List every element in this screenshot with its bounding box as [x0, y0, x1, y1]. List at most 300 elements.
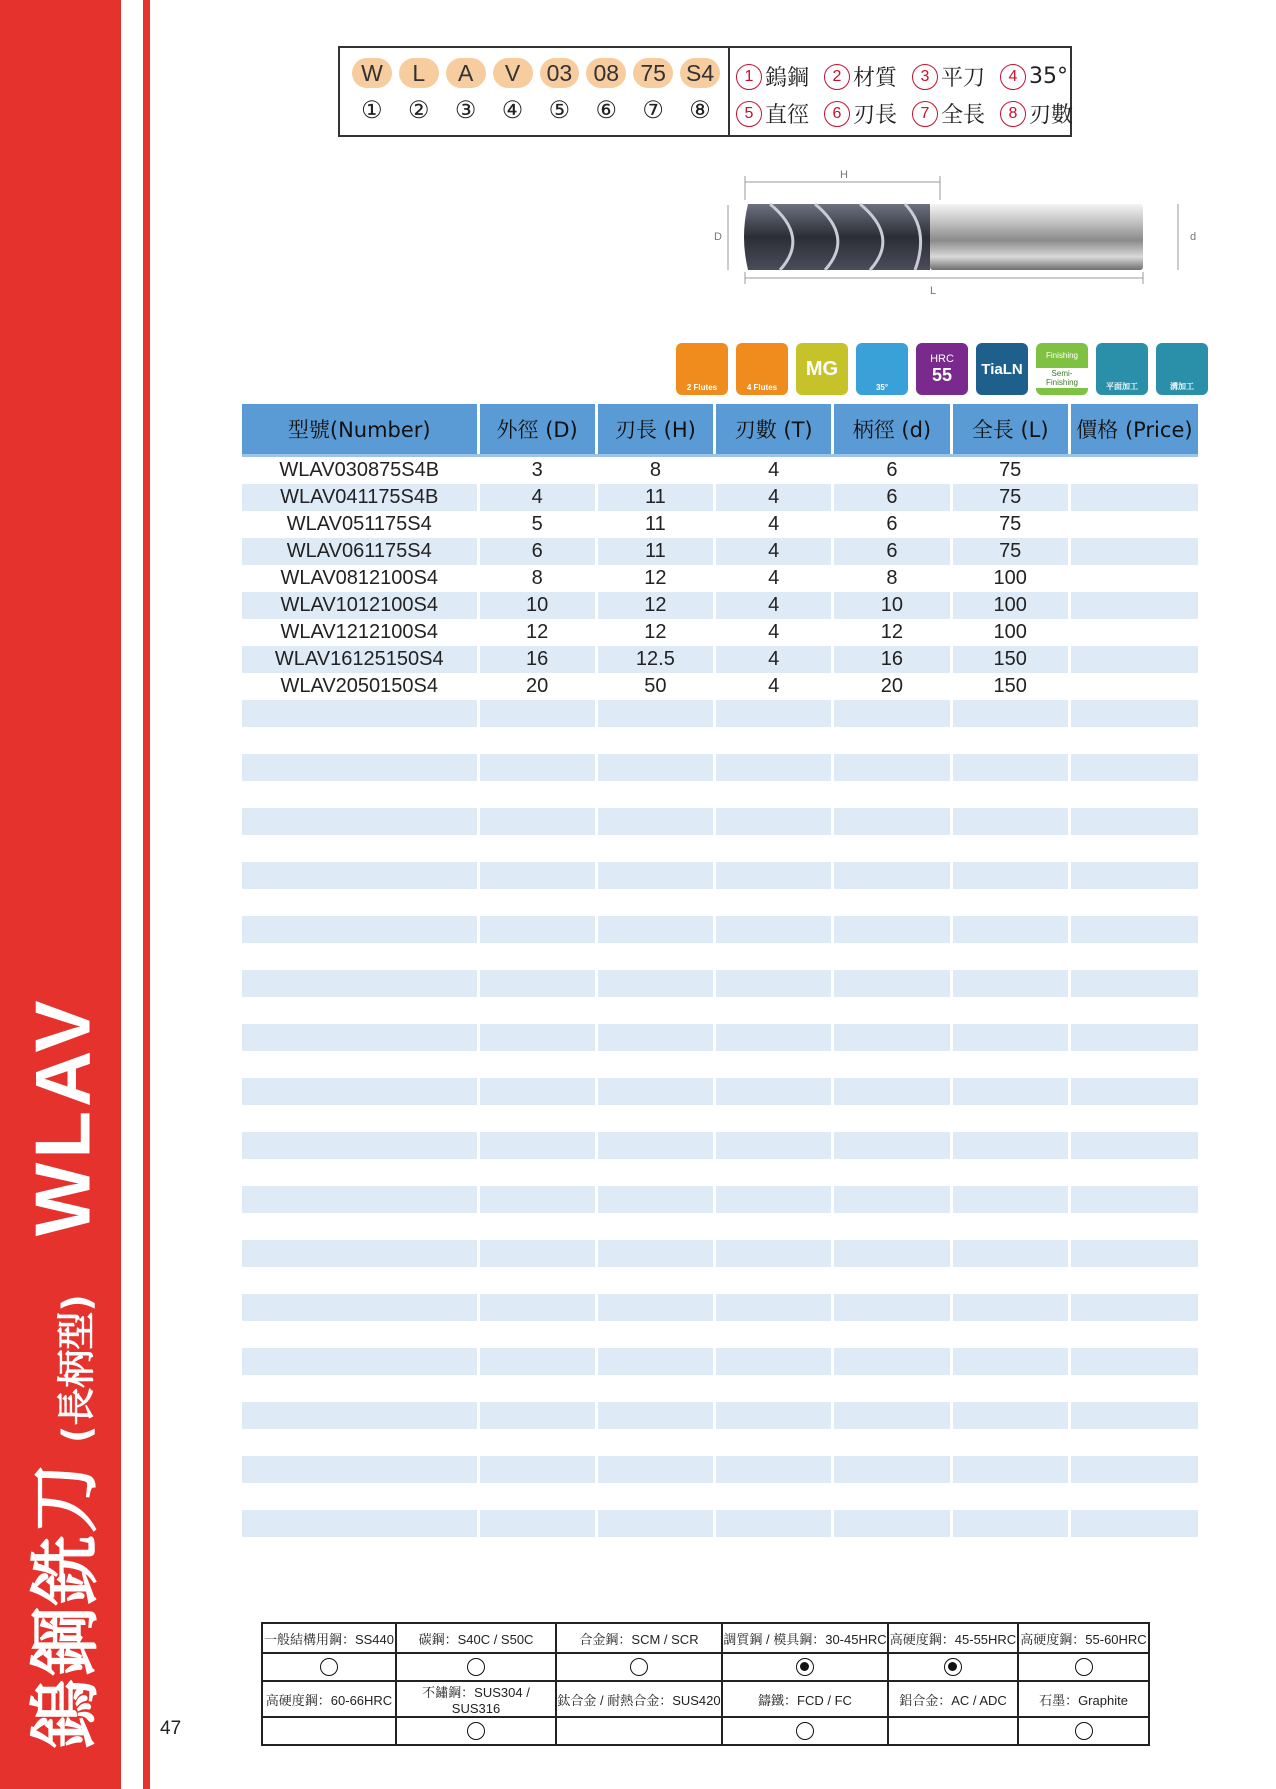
- materials-mark-row: [262, 1653, 1149, 1681]
- table-cell: [480, 1456, 595, 1483]
- meaning-item: [1000, 98, 1088, 129]
- table-cell: [834, 1105, 949, 1132]
- code-pill: 03: [540, 58, 580, 88]
- table-cell: [598, 1240, 713, 1267]
- table-cell: [953, 1483, 1068, 1510]
- table-cell: [1071, 511, 1198, 538]
- table-cell: [716, 1429, 831, 1456]
- suitable-mark-icon: [630, 1658, 648, 1676]
- table-cell: [716, 754, 831, 781]
- table-cell: [242, 727, 477, 754]
- table-cell: [242, 1321, 477, 1348]
- table-cell: [953, 700, 1068, 727]
- table-cell: [480, 862, 595, 889]
- table-cell: [716, 862, 831, 889]
- table-cell: [598, 1375, 713, 1402]
- best-mark-icon: [796, 1658, 814, 1676]
- table-cell: [480, 1159, 595, 1186]
- material-suitability: [1018, 1717, 1149, 1745]
- table-cell: [1071, 970, 1198, 997]
- suitable-mark-icon: [467, 1722, 485, 1740]
- material-name: 高硬度鋼：60-66HRC: [262, 1681, 396, 1717]
- table-cell: [1071, 1078, 1198, 1105]
- table-cell: 12.5: [598, 646, 713, 673]
- table-cell: [1071, 862, 1198, 889]
- material-name: 合金鋼：SCM / SCR: [556, 1623, 722, 1653]
- table-cell: [242, 943, 477, 970]
- material-suitability: [262, 1653, 396, 1681]
- table-row: [242, 754, 1198, 781]
- code-number-row: [352, 95, 720, 125]
- table-cell: [598, 1456, 713, 1483]
- table-cell: [716, 1186, 831, 1213]
- table-cell: [716, 1294, 831, 1321]
- suitable-mark-icon: [1075, 1658, 1093, 1676]
- code-number: [493, 95, 533, 125]
- table-cell: [716, 700, 831, 727]
- table-cell: 4: [768, 621, 780, 643]
- materials-table: [261, 1622, 1150, 1746]
- code-pill: 08: [586, 58, 626, 88]
- suitable-mark-icon: [467, 1658, 485, 1676]
- table-cell: 4: [768, 567, 780, 589]
- table-row: [242, 1348, 1198, 1375]
- table-cell: 12: [644, 621, 667, 643]
- column-header: 全長 (L): [953, 404, 1068, 454]
- table-cell: [834, 1375, 949, 1402]
- code-pill: A: [446, 58, 486, 88]
- table-row: [242, 970, 1198, 997]
- meaning-number: 2: [824, 64, 850, 90]
- table-cell: 150: [953, 646, 1068, 673]
- table-cell: [834, 1294, 949, 1321]
- table-cell: [716, 1213, 831, 1240]
- meaning-row: [736, 95, 1088, 132]
- table-cell: WLAV2050150S4: [280, 675, 439, 697]
- table-row: [242, 511, 1198, 538]
- table-cell: [953, 1348, 1068, 1375]
- table-row: [242, 1186, 1198, 1213]
- table-cell: [716, 1051, 831, 1078]
- table-cell: 12: [598, 592, 713, 619]
- table-cell: [242, 1402, 477, 1429]
- table-row: [242, 1375, 1198, 1402]
- side-title-code: WLAV: [18, 996, 107, 1237]
- table-cell: [834, 808, 949, 835]
- code-number-label: ⑥: [595, 96, 618, 124]
- table-cell: [834, 754, 949, 781]
- material-suitability: [722, 1717, 888, 1745]
- material-suitability: [396, 1653, 556, 1681]
- meaning-item: [912, 98, 1000, 129]
- meaning-item: [736, 98, 824, 129]
- table-cell: [598, 1024, 713, 1051]
- icon-label: MG: [805, 357, 839, 380]
- table-cell: [1071, 1402, 1198, 1429]
- table-row: [242, 781, 1198, 808]
- code-number: [633, 95, 673, 125]
- table-cell: [834, 1240, 949, 1267]
- table-cell: 12: [880, 621, 904, 643]
- table-cell: [480, 1294, 595, 1321]
- meaning-item: [912, 61, 1000, 92]
- table-cell: [953, 889, 1068, 916]
- table-cell: [242, 1186, 477, 1213]
- suitable-mark-icon: [320, 1658, 338, 1676]
- material-suitability: [396, 1717, 556, 1745]
- table-cell: [1071, 538, 1198, 565]
- table-cell: [834, 970, 949, 997]
- 4-flutes-icon: [736, 343, 788, 395]
- table-cell: [834, 1267, 949, 1294]
- table-cell: [480, 1240, 595, 1267]
- table-cell: 4: [768, 459, 780, 481]
- 2-flutes-icon: [676, 343, 728, 395]
- table-cell: [834, 1456, 949, 1483]
- table-row: [242, 1294, 1198, 1321]
- meaning-item: [824, 61, 912, 92]
- table-cell: [716, 1510, 831, 1537]
- icon-label: 溝加工: [1170, 382, 1194, 391]
- table-cell: [598, 943, 713, 970]
- table-cell: 6: [480, 538, 595, 565]
- table-cell: [598, 1483, 713, 1510]
- table-cell: [1071, 565, 1198, 592]
- table-cell: [480, 1186, 595, 1213]
- feature-icons: [676, 343, 1208, 395]
- table-cell: [480, 889, 595, 916]
- finishing-icon: [1036, 343, 1088, 395]
- table-cell: [242, 970, 477, 997]
- table-cell: [834, 1186, 949, 1213]
- table-row: [242, 727, 1198, 754]
- table-cell: [598, 1186, 713, 1213]
- table-cell: 150: [993, 675, 1027, 697]
- table-cell: [242, 1348, 477, 1375]
- meaning-text: 全長: [941, 103, 986, 128]
- material-name: 鋁合金：AC / ADC: [888, 1681, 1018, 1717]
- table-cell: [716, 808, 831, 835]
- table-row: [242, 646, 1198, 673]
- table-cell: WLAV16125150S4: [242, 646, 477, 673]
- table-row: [242, 1402, 1198, 1429]
- meaning-item: [736, 61, 824, 92]
- table-cell: [1071, 1456, 1198, 1483]
- table-cell: [953, 862, 1068, 889]
- table-cell: [480, 1267, 595, 1294]
- material-suitability: [722, 1653, 888, 1681]
- table-cell: [480, 1213, 595, 1240]
- table-cell: [1071, 1186, 1198, 1213]
- code-pill: 75: [633, 58, 673, 88]
- icon-label: 4 Flutes: [746, 383, 778, 392]
- l-dim-label: L: [930, 285, 937, 297]
- table-row: [242, 916, 1198, 943]
- code-number-label: ①: [361, 96, 383, 124]
- table-cell: [242, 1294, 477, 1321]
- table-row: [242, 565, 1198, 592]
- table-cell: [598, 1159, 713, 1186]
- tialn-icon: [976, 343, 1028, 395]
- table-cell: [953, 997, 1068, 1024]
- table-cell: [834, 916, 949, 943]
- shank-dim-label: d: [1190, 231, 1197, 243]
- table-cell: 6: [886, 459, 898, 481]
- table-cell: [242, 862, 477, 889]
- table-cell: 4: [716, 538, 831, 565]
- table-cell: [480, 1132, 595, 1159]
- table-cell: 100: [993, 567, 1027, 589]
- table-row: [242, 808, 1198, 835]
- table-cell: [716, 943, 831, 970]
- table-cell: [598, 808, 713, 835]
- table-cell: [716, 1240, 831, 1267]
- table-cell: 5: [531, 513, 543, 535]
- table-row: [242, 1483, 1198, 1510]
- table-cell: [953, 808, 1068, 835]
- table-cell: 75: [953, 538, 1068, 565]
- table-cell: [1071, 1159, 1198, 1186]
- table-cell: [598, 754, 713, 781]
- table-row: [242, 997, 1198, 1024]
- table-cell: 20: [526, 675, 549, 697]
- table-cell: [716, 1159, 831, 1186]
- table-cell: [480, 1105, 595, 1132]
- slotting-icon: [1156, 343, 1208, 395]
- table-cell: WLAV1012100S4: [242, 592, 477, 619]
- table-cell: [716, 1456, 831, 1483]
- table-cell: [480, 997, 595, 1024]
- table-cell: [834, 1132, 949, 1159]
- table-cell: 100: [993, 621, 1027, 643]
- table-cell: 6: [834, 484, 949, 511]
- table-cell: [953, 1024, 1068, 1051]
- table-cell: [480, 916, 595, 943]
- table-cell: 50: [644, 675, 667, 697]
- page-number: 47: [160, 1718, 182, 1739]
- table-cell: [242, 1213, 477, 1240]
- table-cell: [598, 727, 713, 754]
- table-cell: WLAV061175S4: [242, 538, 477, 565]
- table-cell: [598, 997, 713, 1024]
- product-table: [242, 404, 1198, 1537]
- best-mark-icon: [944, 1658, 962, 1676]
- table-cell: [834, 727, 949, 754]
- table-cell: [242, 1483, 477, 1510]
- table-cell: [242, 1429, 477, 1456]
- table-cell: 10: [480, 592, 595, 619]
- table-cell: [1071, 808, 1198, 835]
- table-cell: [242, 1078, 477, 1105]
- table-cell: 6: [886, 513, 898, 535]
- table-cell: [834, 1510, 949, 1537]
- table-cell: [953, 754, 1068, 781]
- table-cell: [1071, 1321, 1198, 1348]
- table-cell: [1071, 592, 1198, 619]
- meaning-number: 6: [824, 101, 850, 127]
- table-cell: 4: [716, 484, 831, 511]
- table-cell: 4: [768, 513, 780, 535]
- table-cell: 11: [598, 484, 713, 511]
- table-cell: [716, 1375, 831, 1402]
- table-cell: [1071, 997, 1198, 1024]
- table-cell: 6: [834, 538, 949, 565]
- code-row: [352, 58, 720, 88]
- table-cell: [242, 1159, 477, 1186]
- table-cell: [1071, 835, 1198, 862]
- table-cell: [1071, 916, 1198, 943]
- table-cell: [480, 754, 595, 781]
- column-header: 外徑 (D): [480, 404, 595, 454]
- table-cell: [953, 781, 1068, 808]
- code-legend: [338, 46, 1072, 137]
- table-cell: [598, 1267, 713, 1294]
- table-cell: 100: [953, 592, 1068, 619]
- table-cell: [716, 970, 831, 997]
- table-cell: [953, 1132, 1068, 1159]
- meaning-text: 平刀: [941, 66, 986, 91]
- table-cell: 4: [768, 675, 780, 697]
- table-cell: [716, 997, 831, 1024]
- table-cell: [953, 1186, 1068, 1213]
- table-cell: [242, 700, 477, 727]
- table-cell: [598, 862, 713, 889]
- column-header: 刃長 (H): [598, 404, 713, 454]
- meaning-text: 刃數: [1029, 103, 1074, 128]
- d-dim-label: D: [714, 231, 722, 243]
- h-dim-label: H: [840, 169, 848, 181]
- table-row: [242, 1024, 1198, 1051]
- meaning-text: 材質: [853, 66, 898, 91]
- table-cell: 8: [649, 459, 661, 481]
- table-row: [242, 1132, 1198, 1159]
- table-cell: 10: [834, 592, 949, 619]
- code-pill: L: [399, 58, 439, 88]
- table-cell: [242, 916, 477, 943]
- material-name: 碳鋼：S40C / S50C: [396, 1623, 556, 1653]
- table-cell: [1071, 1375, 1198, 1402]
- table-cell: 16: [480, 646, 595, 673]
- table-cell: [716, 1078, 831, 1105]
- meaning-number: 7: [912, 101, 938, 127]
- table-cell: [1071, 1348, 1198, 1375]
- table-cell: [716, 889, 831, 916]
- table-cell: [1071, 1510, 1198, 1537]
- table-cell: [480, 1348, 595, 1375]
- table-cell: [598, 1510, 713, 1537]
- table-cell: [1071, 1213, 1198, 1240]
- icon-label: Finishing: [1045, 350, 1078, 360]
- table-cell: [598, 1429, 713, 1456]
- table-cell: [953, 1213, 1068, 1240]
- code-number: [586, 95, 626, 125]
- meaning-row: [736, 58, 1088, 95]
- table-cell: 16: [834, 646, 949, 673]
- table-row: [242, 1078, 1198, 1105]
- table-header: [242, 404, 1198, 454]
- material-name: 高硬度鋼：55-60HRC: [1018, 1623, 1149, 1653]
- table-cell: 12: [644, 567, 667, 589]
- hrc-55-icon: [916, 343, 968, 395]
- table-cell: [716, 1348, 831, 1375]
- table-cell: [953, 1078, 1068, 1105]
- icon-label: 平面加工: [1106, 382, 1138, 391]
- code-number-label: ③: [454, 96, 477, 124]
- table-cell: [1071, 1024, 1198, 1051]
- code-number-label: ⑦: [642, 96, 664, 124]
- table-cell: [1071, 484, 1198, 511]
- table-cell: [834, 1483, 949, 1510]
- table-cell: [1071, 1132, 1198, 1159]
- table-cell: [716, 1483, 831, 1510]
- table-cell: [1071, 1294, 1198, 1321]
- code-pill: W: [352, 58, 392, 88]
- table-row: [242, 592, 1198, 619]
- table-cell: [480, 1078, 595, 1105]
- table-row: [242, 1105, 1198, 1132]
- table-cell: WLAV030875S4B: [279, 459, 440, 481]
- table-cell: [953, 835, 1068, 862]
- table-cell: [480, 1483, 595, 1510]
- table-cell: 4: [716, 646, 831, 673]
- table-row: [242, 1321, 1198, 1348]
- table-cell: 4: [480, 484, 595, 511]
- table-cell: [834, 1348, 949, 1375]
- table-cell: [1071, 754, 1198, 781]
- table-row: [242, 889, 1198, 916]
- table-cell: [598, 1348, 713, 1375]
- table-cell: [1071, 619, 1198, 646]
- table-cell: [242, 781, 477, 808]
- table-cell: [834, 1402, 949, 1429]
- suitable-mark-icon: [1075, 1722, 1093, 1740]
- table-cell: [1071, 457, 1198, 484]
- table-cell: [953, 1375, 1068, 1402]
- meaning-text: 鎢鋼: [765, 66, 810, 91]
- table-cell: [1071, 1429, 1198, 1456]
- table-cell: [1071, 700, 1198, 727]
- table-cell: [480, 1024, 595, 1051]
- code-number-label: ④: [501, 96, 524, 124]
- meaning-item: [824, 98, 912, 129]
- material-suitability: [888, 1717, 1018, 1745]
- table-cell: [598, 1132, 713, 1159]
- table-cell: [1071, 727, 1198, 754]
- table-row: [242, 1159, 1198, 1186]
- column-header: 柄徑 (d): [834, 404, 949, 454]
- materials-mark-row: [262, 1717, 1149, 1745]
- table-cell: 11: [645, 513, 666, 535]
- table-cell: [242, 1105, 477, 1132]
- face-milling-icon: [1096, 343, 1148, 395]
- materials-header-row: [262, 1623, 1149, 1653]
- table-cell: [480, 970, 595, 997]
- side-title: [0, 0, 121, 1789]
- icon-label: 2 Flutes: [686, 383, 718, 392]
- column-header: 價格 (Price): [1071, 404, 1198, 454]
- table-cell: [598, 1321, 713, 1348]
- code-number-label: ⑧: [689, 96, 711, 124]
- material-name: 調質鋼 / 模具鋼：30-45HRC: [722, 1623, 888, 1653]
- table-cell: [480, 1402, 595, 1429]
- table-cell: 8: [886, 567, 898, 589]
- material-suitability: [888, 1653, 1018, 1681]
- table-cell: [834, 1078, 949, 1105]
- table-body: [242, 457, 1198, 1537]
- material-suitability: [556, 1717, 722, 1745]
- code-pill: S4: [680, 58, 720, 88]
- meaning-number: 4: [1000, 64, 1026, 90]
